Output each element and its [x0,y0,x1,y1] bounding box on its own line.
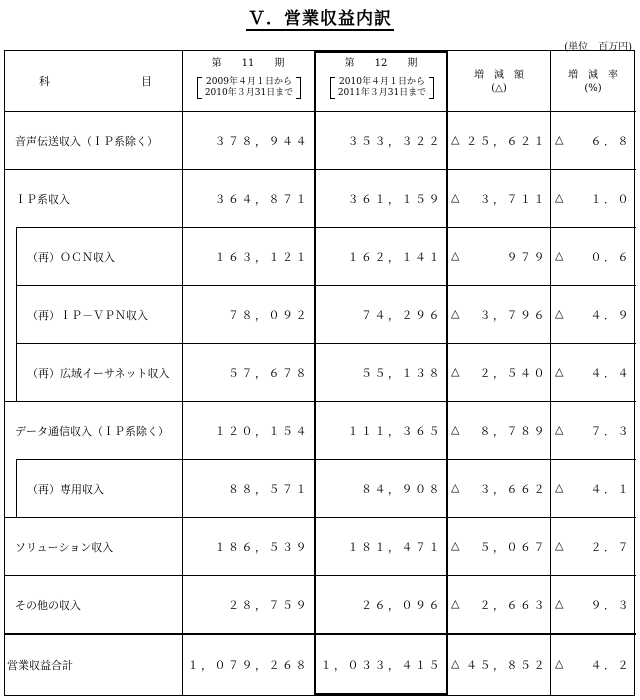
row-curr-value: １８１，４７１ [347,541,442,554]
row-line [5,401,636,402]
row-line [16,343,636,344]
row-label: その他の収入 [15,599,81,612]
header-prev-range: 2009年４月１日から 2010年３月31日まで [204,77,294,98]
row-prev-value: １６３，１２１ [214,251,309,264]
row-line [5,169,636,170]
header-item-left: 科 [39,75,50,88]
row-change-rate: ２．７ [590,541,631,554]
row-rate-sign: △ [555,539,564,552]
row-rate-sign: △ [555,657,564,670]
row-curr-value: ２６，０９６ [361,599,442,612]
row-change-amount: ２，５４０ [479,367,547,380]
row-rate-sign: △ [555,423,564,436]
row-curr-value: ３５３，３２２ [347,135,442,148]
row-change-sign: △ [451,365,460,378]
header-prev-period: 第 11 期 [211,58,285,69]
row-curr-value: ８４，９０８ [361,483,442,496]
row-change-rate: ０．６ [590,251,631,264]
header-curr-period: 第 12 期 [344,58,418,69]
row-rate-sign: △ [555,365,564,378]
row-change-sign: △ [451,657,460,670]
row-curr-value: １，０３３，４１５ [320,659,442,672]
row-change-amount: ３，７９６ [479,309,547,322]
row-label: （再）ＯＣＮ収入 [27,251,115,264]
col-divider-2 [314,51,316,695]
row-line [16,459,636,460]
header-change-amount: 増 減 額 (△) [474,70,524,94]
row-prev-value: １２０，１５４ [214,425,309,438]
row-change-sign: △ [451,191,460,204]
row-curr-value: ３６１，１５９ [347,193,442,206]
row-change-amount: ３，７１１ [479,193,547,206]
row-change-sign: △ [451,539,460,552]
row-rate-sign: △ [555,597,564,610]
row-curr-value: ５５，１３８ [361,367,442,380]
row-change-amount: ５，０６７ [479,541,547,554]
row-rate-sign: △ [555,249,564,262]
row-label: データ通信収入（ＩＰ系除く） [15,425,169,438]
row-label: （再）専用収入 [27,483,104,496]
row-prev-value: ２８，７５９ [228,599,309,612]
row-line [16,285,636,286]
row-prev-value: ３６４，８７１ [214,193,309,206]
row-change-rate: ６．８ [590,135,631,148]
header-change-rate: 増 減 率 (%) [568,70,618,94]
row-change-rate: ４．４ [590,367,631,380]
row-curr-value: １６２，１４１ [347,251,442,264]
row-curr-value: ７４，２９６ [361,309,442,322]
col-divider-1 [182,51,183,695]
row-change-rate: ４．２ [590,659,631,672]
row-label: ＩＰ系収入 [15,193,70,206]
row-rate-sign: △ [555,307,564,320]
col-frame-top [314,51,448,53]
row-rate-sign: △ [555,191,564,204]
row-line-total [5,633,636,635]
row-prev-value: ７８，０９２ [228,309,309,322]
row-rate-sign: △ [555,481,564,494]
row-change-amount: ８，７８９ [479,425,547,438]
row-change-rate: ４．９ [590,309,631,322]
row-change-rate: ９．３ [590,599,631,612]
row-change-sign: △ [451,423,460,436]
page-title: Ｖ．営業収益内訳 [248,9,392,29]
indent-line-data [16,459,17,517]
row-label: （再）広域イーサネット収入 [27,367,170,380]
row-prev-value: ８８，５７１ [228,483,309,496]
row-change-rate: １．０ [590,193,631,206]
row-label: ソリューション収入 [15,541,114,554]
row-change-amount: ３，６６２ [479,483,547,496]
row-curr-value: １１１，３６５ [347,425,442,438]
row-line [16,227,636,228]
row-change-amount: ２５，６２１ [466,135,547,148]
row-line [5,575,636,576]
row-prev-value: ５７，６７８ [228,367,309,380]
row-change-rate: ７．３ [590,425,631,438]
revenue-table [4,50,635,696]
row-change-amount: ９７９ [506,251,547,264]
row-label: 営業収益合計 [7,659,73,672]
row-change-sign: △ [451,133,460,146]
row-prev-value: １８６，５３９ [214,541,309,554]
indent-line-ip [16,227,17,401]
row-change-sign: △ [451,597,460,610]
unit-label: (単位 百万円) [564,42,632,53]
col-frame-bottom [314,693,448,695]
header-curr-range: 2010年４月１日から 2011年３月31日まで [337,77,427,98]
row-change-sign: △ [451,307,460,320]
row-change-amount: ４５，８５２ [466,659,547,672]
col-divider-3 [446,51,448,695]
row-label: （再）ＩＰ－ＶＰＮ収入 [27,309,148,322]
row-prev-value: １，０７９，２６８ [187,659,309,672]
row-change-rate: ４．１ [590,483,631,496]
row-rate-sign: △ [555,133,564,146]
col-divider-4 [550,51,551,695]
row-line [5,111,636,112]
row-prev-value: ３７８，９４４ [214,135,309,148]
row-label: 音声伝送収入（ＩＰ系除く） [15,135,158,148]
row-change-sign: △ [451,481,460,494]
row-change-amount: ２，６６３ [479,599,547,612]
header-item-right: 目 [141,75,152,88]
row-change-sign: △ [451,249,460,262]
row-line [5,517,636,518]
